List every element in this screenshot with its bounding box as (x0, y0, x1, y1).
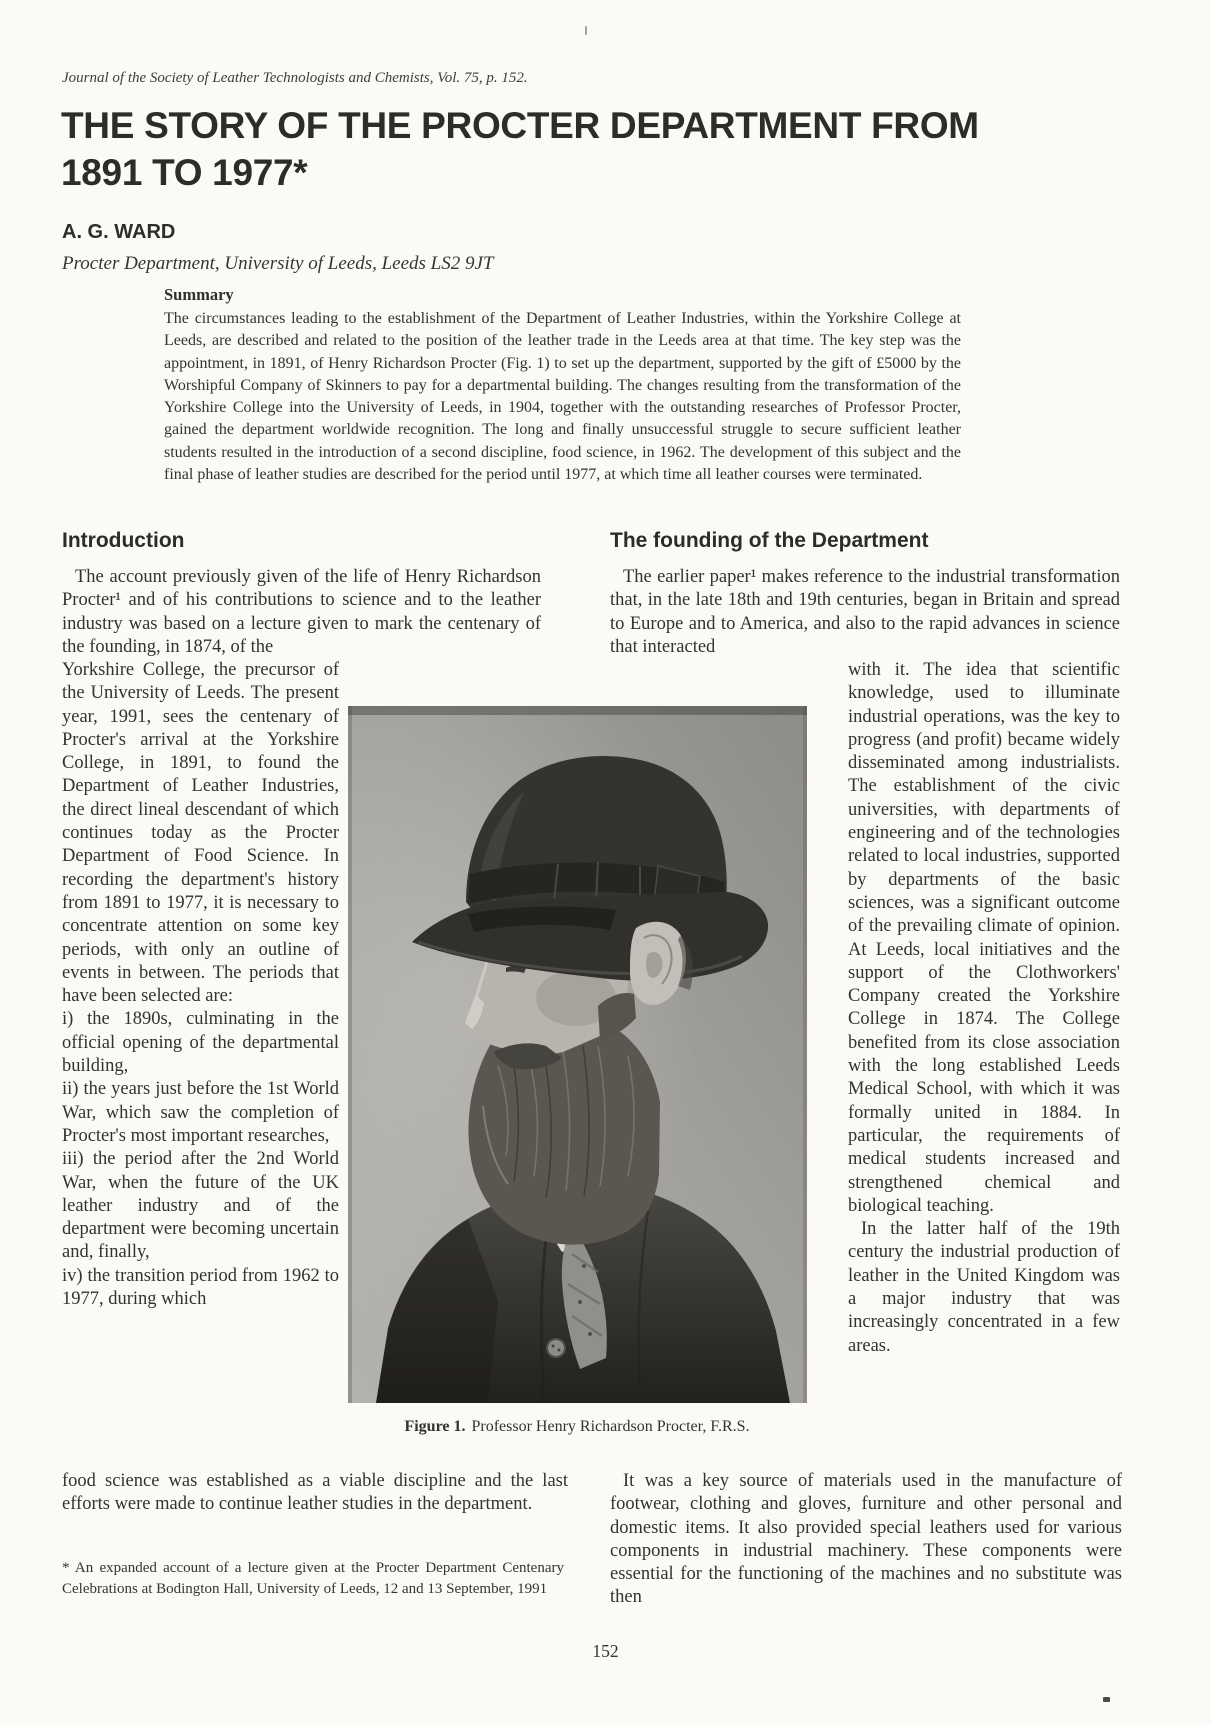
author-name: A. G. WARD (62, 221, 176, 243)
figure-caption-text: Professor Henry Richardson Procter, F.R.S. (471, 1418, 750, 1435)
paragraph: The earlier paper¹ makes reference to the industrial transformation that, in the late 18th and 19th centuries, began in Britain and spread to Europe and to America, and also to the rapid advances in science that interacted (610, 567, 1120, 657)
list-item-iii: iii) the period after the 2nd World War, when the future of the UK leather industry and of the department were becoming uncertain and, finally, (62, 1149, 339, 1263)
scan-artifact (1103, 1697, 1110, 1702)
paragraph: In the latter half of the 19th century the industrial production of leather in the United Kingdom was a major industry that was increasingly concentrated in a few areas. (848, 1219, 1120, 1356)
introduction-paragraph-top (62, 566, 541, 659)
list-item-iv: iv) the transition period from 1962 to 1977, during which (62, 1265, 339, 1310)
summary-heading: Summary (164, 285, 234, 304)
paragraph: The account previously given of the life of Henry Richardson Procter¹ and of his contributions to science and to the leather industry was based on a lecture given to mark the centenary of the founding, in 1874, of the (62, 567, 541, 657)
author-affiliation: Procter Department, University of Leeds, Leeds LS2 9JT (62, 253, 494, 274)
introduction-paragraph-bottom (62, 1470, 568, 1517)
introduction-narrow-column (62, 659, 339, 1311)
paragraph: It was a key source of materials used in the manufacture of footwear, clothing and gloves, furniture and other personal and domestic items. It also provided special leathers used for various components in industrial machinery. These components were essential for the functioning of the machines and no substitute was then (610, 1471, 1122, 1608)
article-title: THE STORY OF THE PROCTER DEPARTMENT FROM 1891 TO 1977* (61, 105, 979, 193)
founding-paragraph-bottom (610, 1470, 1122, 1610)
founding-heading: The founding of the Department (610, 529, 929, 552)
paragraph: food science was established as a viable discipline and the last efforts were made to continue leather studies in the department. (62, 1471, 568, 1515)
portrait-photo-graphic (348, 706, 807, 1403)
summary-section (164, 285, 961, 486)
founding-narrow-column (848, 659, 1120, 1358)
journal-header-line: Journal of the Society of Leather Technologists and Chemists, Vol. 75, p. 152. (62, 70, 528, 86)
list-item-i: i) the 1890s, culminating in the official opening of the departmental building, (62, 1009, 339, 1077)
list-item-ii: ii) the years just before the 1st World War, which saw the completion of Procter's most important researches, (62, 1079, 339, 1146)
introduction-heading: Introduction (62, 529, 185, 552)
paragraph: with it. The idea that scientific knowledge, used to illuminate industrial operations, was the key to progress (and profit) became widely disseminated among industrialists. The establishment of the civic universities, with departments of engineering and of the technologies related to local industries, supported by departments of the basic sciences, was a significant outcome of the prevailing climate of opinion. At Leeds, local initiatives and the support of the Clothworkers' Company created the Yorkshire College in 1874. The College benefited from its close association with the long established Leeds Medical School, with which it was formally united in 1884. In particular, the requirements of medical students increased and strengthened chemical and biological teaching. (848, 660, 1120, 1216)
summary-text: The circumstances leading to the establishment of the Department of Leather Industries, within the Yorkshire College at Leeds, are described and related to the position of the leather trade in the Leeds area at that time. The key step was the appointment, in 1891, of Henry Richardson Procter (Fig. 1) to set up the department, supported by the gift of £5000 by the Worshipful Company of Skinners to pay for a departmental building. The changes resulting from the transformation of the Yorkshire College into the University of Leeds, in 1904, together with the outstanding researches of Professor Procter, gained the department worldwide recognition. The long and finally unsuccessful struggle to secure sufficient leather students resulted in the introduction of a second discipline, food science, in 1962. The development of this subject and the final phase of leather studies are described for the period until 1977, at which time all leather courses were terminated. (164, 310, 961, 484)
footnote: * An expanded account of a lecture given at the Procter Department Centenary Celebrations at Bodington Hall, University of Leeds, 12 and 13 September, 1991 (62, 1560, 564, 1597)
scan-artifact (585, 26, 587, 35)
paragraph: Yorkshire College, the precursor of the University of Leeds. The present year, 1991, sees the centenary of Procter's arrival at the Yorkshire College, in 1891, to found the Department of Leather Industries, the direct lineal descendant of which continues today as the Procter Department of Food Science. In recording the department's history from 1891 to 1977, it is necessary to concentrate attention on some key periods, with only an outline of events in between. The periods that have been selected are: (62, 660, 339, 1007)
founding-paragraph-top (610, 566, 1120, 659)
figure-label: Figure 1. (404, 1418, 466, 1435)
procter-portrait-photo (348, 706, 807, 1403)
figure-caption (297, 1418, 857, 1436)
page-number: 152 (592, 1641, 619, 1661)
